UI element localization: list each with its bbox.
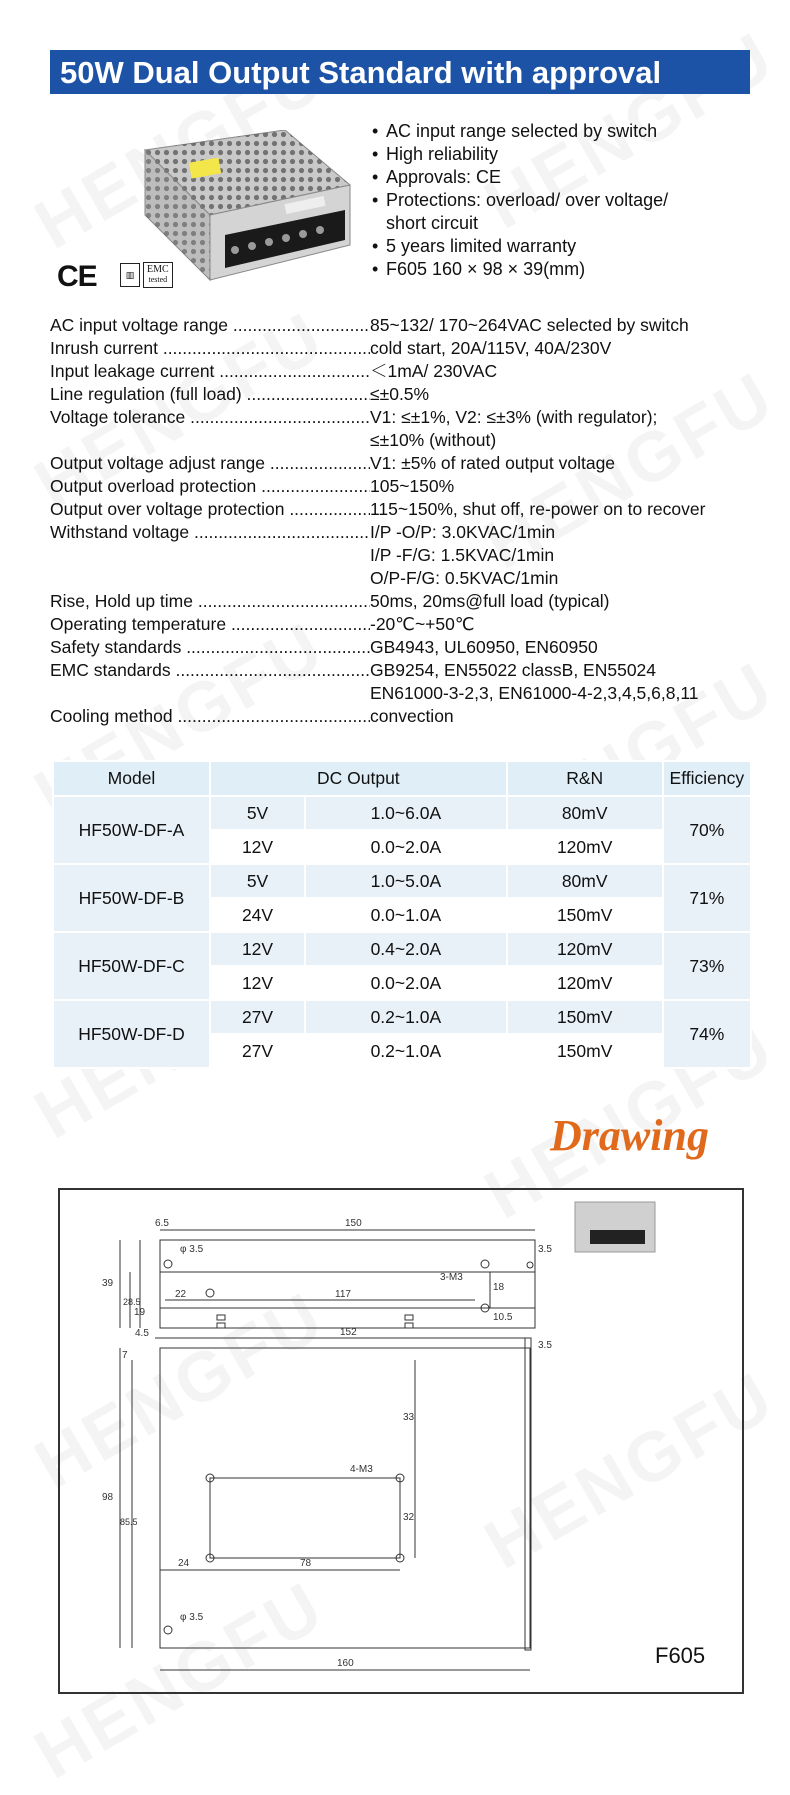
spec-list	[50, 314, 770, 728]
feature-item: • 5 years limited warranty	[372, 235, 772, 258]
drawing-svg	[60, 1190, 742, 1692]
table-cell: 0.2~1.0A	[305, 1034, 507, 1068]
table-header: Efficiency	[663, 761, 751, 796]
dim-label: 4.5	[135, 1328, 149, 1339]
dim-label: 78	[300, 1558, 312, 1569]
table-cell: 70%	[663, 796, 751, 864]
spec-values	[370, 590, 770, 613]
table-cell: 5V	[210, 796, 305, 830]
dim-label: 98	[102, 1492, 114, 1503]
spec-values	[370, 613, 770, 636]
spec-label: Input leakage current .....	[50, 360, 370, 383]
dim-label: φ 3.5	[180, 1612, 204, 1623]
table-row	[53, 932, 751, 966]
spec-value: 115~150%, shut off, re-power on to recover	[370, 499, 706, 519]
spec-label: Operating temperature .....	[50, 613, 370, 636]
spec-values	[370, 452, 770, 475]
feature-list	[372, 120, 772, 281]
spec-values	[370, 636, 770, 659]
spec-values	[370, 360, 770, 383]
spec-label: Withstand voltage .....	[50, 521, 370, 590]
spec-label: AC input voltage range .....	[50, 314, 370, 337]
spec-row	[50, 498, 770, 521]
model-table	[52, 760, 752, 1069]
spec-values	[370, 475, 770, 498]
spec-value: 50ms, 20ms@full load (typical)	[370, 591, 610, 611]
table-cell: 0.0~1.0A	[305, 898, 507, 932]
table-cell: 0.2~1.0A	[305, 1000, 507, 1034]
spec-label: Output overload protection .....	[50, 475, 370, 498]
dim-label: 85.5	[120, 1517, 138, 1527]
table-cell: 150mV	[507, 1034, 663, 1068]
feature-item-continued: short circuit	[386, 213, 479, 233]
table-cell: 12V	[210, 966, 305, 1000]
spec-value: I/P -F/G: 1.5KVAC/1min	[370, 545, 555, 565]
dim-label: 160	[337, 1658, 354, 1669]
table-cell: 12V	[210, 830, 305, 864]
spec-label: Output over voltage protection .....	[50, 498, 370, 521]
dim-label: 33	[403, 1412, 415, 1423]
dim-label: 4-M3	[350, 1464, 373, 1475]
dim-label: 152	[340, 1327, 357, 1338]
dim-label: 117	[335, 1289, 351, 1300]
spec-value: ＜1mA/ 230VAC	[370, 361, 498, 381]
table-cell: HF50W-DF-A	[53, 796, 210, 864]
spec-row	[50, 452, 770, 475]
dim-label: 150	[345, 1218, 362, 1229]
table-cell: 120mV	[507, 932, 663, 966]
spec-label: Line regulation (full load) .....	[50, 383, 370, 406]
spec-value: 105~150%	[370, 476, 455, 496]
top-view-outline	[160, 1348, 530, 1648]
spec-value: cold start, 20A/115V, 40A/230V	[370, 338, 612, 358]
ce-mark: CE	[57, 260, 97, 293]
spec-values	[370, 337, 770, 360]
spec-label: EMC standards .....	[50, 659, 370, 705]
table-cell: 5V	[210, 864, 305, 898]
table-cell: 0.0~2.0A	[305, 966, 507, 1000]
dim-label: 3.5	[538, 1340, 552, 1351]
spec-value: V1: ≤±1%, V2: ≤±3% (with regulator);	[370, 407, 658, 427]
spec-values	[370, 659, 770, 705]
table-cell: 0.4~2.0A	[305, 932, 507, 966]
mechanical-drawing	[58, 1188, 744, 1694]
spec-label: Rise, Hold up time .....	[50, 590, 370, 613]
dim-label: 22	[175, 1289, 187, 1300]
spec-row	[50, 314, 770, 337]
table-row	[53, 796, 751, 830]
dim-label: 19	[134, 1307, 146, 1318]
table-cell: 71%	[663, 864, 751, 932]
spec-label: Output voltage adjust range .....	[50, 452, 370, 475]
table-cell: 80mV	[507, 796, 663, 830]
spec-row	[50, 521, 770, 590]
dim-label: 3.5	[538, 1244, 552, 1255]
spec-values	[370, 705, 770, 728]
table-cell: 74%	[663, 1000, 751, 1068]
spec-row	[50, 613, 770, 636]
spec-row	[50, 590, 770, 613]
spec-value: 85~132/ 170~264VAC selected by switch	[370, 315, 689, 335]
model-code: F605	[655, 1643, 706, 1668]
spec-label: Voltage tolerance .....	[50, 406, 370, 452]
dim-label: 28.5	[123, 1297, 141, 1307]
spec-values	[370, 521, 770, 590]
spec-value: O/P-F/G: 0.5KVAC/1min	[370, 568, 559, 588]
spec-value: GB4943, UL60950, EN60950	[370, 637, 598, 657]
spec-value: -20℃~+50℃	[370, 614, 475, 634]
spec-row	[50, 636, 770, 659]
spec-row	[50, 659, 770, 705]
side-view-outline	[160, 1240, 535, 1328]
spec-values	[370, 314, 770, 337]
spec-row	[50, 406, 770, 452]
table-cell: 27V	[210, 1034, 305, 1068]
spec-row	[50, 705, 770, 728]
spec-row	[50, 337, 770, 360]
table-cell: 120mV	[507, 830, 663, 864]
spec-values	[370, 383, 770, 406]
spec-row	[50, 475, 770, 498]
spec-values	[370, 498, 770, 521]
feature-item: • F605 160 × 98 × 39(mm)	[372, 258, 772, 281]
table-cell: 27V	[210, 1000, 305, 1034]
table-cell: HF50W-DF-C	[53, 932, 210, 1000]
table-header: R&N	[507, 761, 663, 796]
spec-value: ≤±0.5%	[370, 384, 430, 404]
spec-value: GB9254, EN55022 classB, EN55024	[370, 660, 657, 680]
dim-label: 39	[102, 1278, 114, 1289]
table-cell: HF50W-DF-B	[53, 864, 210, 932]
feature-item: • AC input range selected by switch	[372, 120, 772, 143]
table-header: DC Output	[210, 761, 507, 796]
feature-item: • Protections: overload/ over voltage/	[372, 189, 772, 212]
emc-mark	[120, 262, 173, 288]
spec-label: Inrush current .....	[50, 337, 370, 360]
drawing-title: Drawing	[550, 1111, 709, 1160]
table-header: Model	[53, 761, 210, 796]
emc-label: EMC tested	[143, 262, 173, 288]
dim-label: 7	[122, 1350, 128, 1361]
feature-item: • High reliability	[372, 143, 772, 166]
table-cell: 73%	[663, 932, 751, 1000]
dim-label: 3-M3	[440, 1272, 463, 1283]
dim-label: φ 3.5	[180, 1244, 204, 1255]
table-cell: 1.0~6.0A	[305, 796, 507, 830]
table-cell: 80mV	[507, 864, 663, 898]
table-cell: 0.0~2.0A	[305, 830, 507, 864]
table-row	[53, 864, 751, 898]
dim-label: 32	[403, 1512, 415, 1523]
spec-row	[50, 383, 770, 406]
table-cell: 150mV	[507, 898, 663, 932]
table-cell: 1.0~5.0A	[305, 864, 507, 898]
spec-row	[50, 360, 770, 383]
spec-value: V1: ±5% of rated output voltage	[370, 453, 616, 473]
table-cell: 24V	[210, 898, 305, 932]
table-cell: 150mV	[507, 1000, 663, 1034]
table-cell: 12V	[210, 932, 305, 966]
table-cell: HF50W-DF-D	[53, 1000, 210, 1068]
emc-logo-icon: ▥	[120, 263, 140, 287]
spec-label: Safety standards .....	[50, 636, 370, 659]
spec-value: ≤±10% (without)	[370, 430, 497, 450]
spec-value: convection	[370, 706, 454, 726]
dim-label: 6.5	[155, 1218, 169, 1229]
table-cell: 120mV	[507, 966, 663, 1000]
table-row	[53, 1000, 751, 1034]
spec-value: EN61000-3-2,3, EN61000-4-2,3,4,5,6,8,11	[370, 683, 699, 703]
spec-values	[370, 406, 770, 452]
spec-label: Cooling method .....	[50, 705, 370, 728]
dim-label: 10.5	[493, 1312, 513, 1323]
page-title: 50W Dual Output Standard with approval	[50, 50, 750, 94]
spec-value: I/P -O/P: 3.0KVAC/1min	[370, 522, 556, 542]
dim-label: 18	[493, 1282, 505, 1293]
feature-item: • Approvals: CE	[372, 166, 772, 189]
dim-label: 24	[178, 1558, 190, 1569]
